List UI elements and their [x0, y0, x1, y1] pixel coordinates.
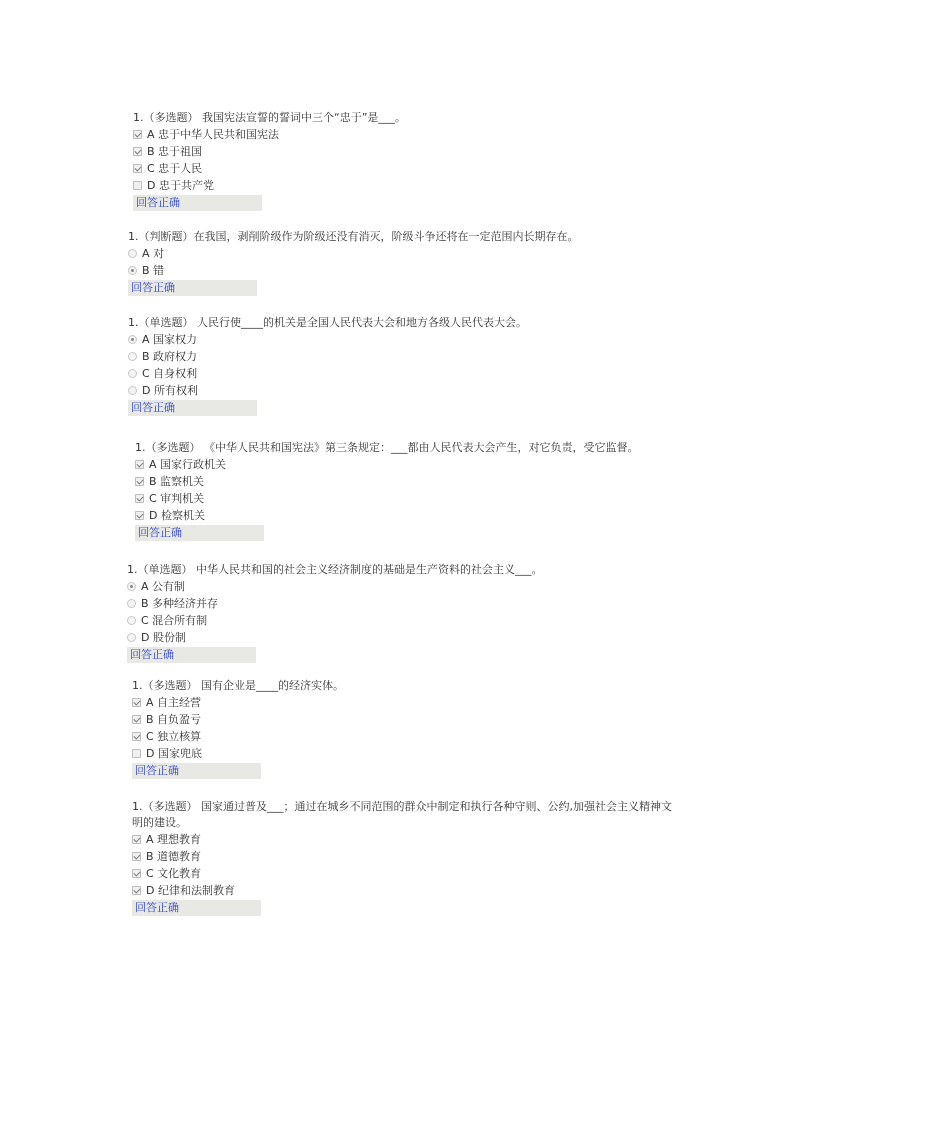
- question-title: 1.（单选题） 人民行使____的机关是全国人民代表大会和地方各级人民代表大会。: [128, 316, 527, 329]
- option-b[interactable]: [127, 595, 687, 612]
- radio-icon[interactable]: [128, 386, 137, 395]
- radio-icon[interactable]: [128, 335, 137, 344]
- option-label: D 纪律和法制教育: [146, 884, 235, 897]
- radio-icon[interactable]: [127, 616, 136, 625]
- checkbox-icon[interactable]: [135, 494, 144, 503]
- option-d[interactable]: [133, 177, 673, 194]
- answer-result: 回答正确: [132, 763, 261, 779]
- option-a[interactable]: [128, 245, 688, 262]
- option-c[interactable]: [135, 490, 695, 507]
- option-c[interactable]: [133, 160, 673, 177]
- option-label: C 忠于人民: [147, 162, 203, 175]
- option-b[interactable]: [128, 348, 688, 365]
- checkbox-icon[interactable]: [135, 460, 144, 469]
- question-5: [127, 562, 687, 663]
- option-label: B 多种经济并存: [141, 597, 219, 610]
- option-label: B 道德教育: [146, 850, 202, 863]
- option-a[interactable]: [132, 831, 672, 848]
- option-label: B 错: [142, 264, 165, 277]
- option-label: D 检察机关: [149, 509, 205, 522]
- option-label: B 自负盈亏: [146, 713, 202, 726]
- question-title: 1.（多选题） 我国宪法宣誓的誓词中三个“忠于”是___。: [133, 111, 406, 124]
- checkbox-icon[interactable]: [133, 164, 142, 173]
- option-a[interactable]: [135, 456, 695, 473]
- option-c[interactable]: [132, 728, 692, 745]
- answer-result: 回答正确: [135, 525, 264, 541]
- option-label: A 公有制: [141, 580, 186, 593]
- option-label: C 文化教育: [146, 867, 202, 880]
- question-title: 1.（单选题） 中华人民共和国的社会主义经济制度的基础是生产资料的社会主义___。: [127, 563, 543, 576]
- checkbox-icon[interactable]: [135, 511, 144, 520]
- answer-result: 回答正确: [133, 195, 262, 211]
- radio-icon[interactable]: [128, 266, 137, 275]
- option-a[interactable]: [127, 578, 687, 595]
- radio-icon[interactable]: [127, 599, 136, 608]
- checkbox-icon[interactable]: [135, 477, 144, 486]
- checkbox-icon[interactable]: [133, 147, 142, 156]
- option-label: A 对: [142, 247, 165, 260]
- question-3: [128, 315, 688, 416]
- option-label: A 国家权力: [142, 333, 198, 346]
- option-label: D 国家兜底: [146, 747, 202, 760]
- option-b[interactable]: [128, 262, 688, 279]
- option-d[interactable]: [135, 507, 695, 524]
- option-label: A 忠于中华人民共和国宪法: [147, 128, 280, 141]
- checkbox-icon[interactable]: [133, 130, 142, 139]
- option-label: D 所有权利: [142, 384, 198, 397]
- checkbox-icon[interactable]: [132, 835, 141, 844]
- question-title: 1.（多选题） 《中华人民共和国宪法》第三条规定：___都由人民代表大会产生，对它负责，受它监督。: [135, 441, 639, 454]
- option-label: C 独立核算: [146, 730, 202, 743]
- option-b[interactable]: [132, 848, 672, 865]
- question-title: 1.（多选题） 国家通过普及___；通过在城乡不同范围的群众中制定和执行各种守则、公约,加强社会主义精神文明的建设。: [132, 800, 672, 829]
- answer-result: 回答正确: [128, 280, 257, 296]
- checkbox-icon[interactable]: [132, 698, 141, 707]
- option-c[interactable]: [127, 612, 687, 629]
- question-7: [132, 799, 672, 916]
- radio-icon[interactable]: [128, 369, 137, 378]
- option-label: B 监察机关: [149, 475, 205, 488]
- radio-icon[interactable]: [128, 249, 137, 258]
- option-label: B 政府权力: [142, 350, 198, 363]
- question-4: [135, 440, 695, 541]
- checkbox-icon[interactable]: [132, 715, 141, 724]
- option-c[interactable]: [132, 865, 672, 882]
- option-d[interactable]: [132, 745, 692, 762]
- question-6: [132, 678, 692, 779]
- checkbox-icon[interactable]: [132, 869, 141, 878]
- option-label: B 忠于祖国: [147, 145, 203, 158]
- checkbox-icon[interactable]: [132, 749, 141, 758]
- option-d[interactable]: [128, 382, 688, 399]
- option-a[interactable]: [128, 331, 688, 348]
- option-label: A 自主经营: [146, 696, 202, 709]
- checkbox-icon[interactable]: [132, 732, 141, 741]
- option-label: D 忠于共产党: [147, 179, 214, 192]
- option-label: C 混合所有制: [141, 614, 208, 627]
- checkbox-icon[interactable]: [132, 886, 141, 895]
- checkbox-icon[interactable]: [133, 181, 142, 190]
- option-a[interactable]: [133, 126, 673, 143]
- option-label: A 国家行政机关: [149, 458, 227, 471]
- radio-icon[interactable]: [127, 633, 136, 642]
- option-d[interactable]: [132, 882, 672, 899]
- answer-result: 回答正确: [128, 400, 257, 416]
- option-label: D 股份制: [141, 631, 186, 644]
- option-label: A 理想教育: [146, 833, 202, 846]
- option-c[interactable]: [128, 365, 688, 382]
- radio-icon[interactable]: [128, 352, 137, 361]
- question-title: 1.（多选题） 国有企业是____的经济实体。: [132, 679, 344, 692]
- option-label: C 审判机关: [149, 492, 205, 505]
- radio-icon[interactable]: [127, 582, 136, 591]
- question-1: [133, 110, 673, 211]
- question-title: 1.（判断题）在我国，剥削阶级作为阶级还没有消灭，阶级斗争还将在一定范围内长期存在。: [128, 230, 579, 243]
- answer-result: 回答正确: [132, 900, 261, 916]
- option-d[interactable]: [127, 629, 687, 646]
- option-b[interactable]: [132, 711, 692, 728]
- option-b[interactable]: [135, 473, 695, 490]
- option-a[interactable]: [132, 694, 692, 711]
- answer-result: 回答正确: [127, 647, 256, 663]
- option-label: C 自身权利: [142, 367, 198, 380]
- option-b[interactable]: [133, 143, 673, 160]
- question-2: [128, 229, 688, 296]
- checkbox-icon[interactable]: [132, 852, 141, 861]
